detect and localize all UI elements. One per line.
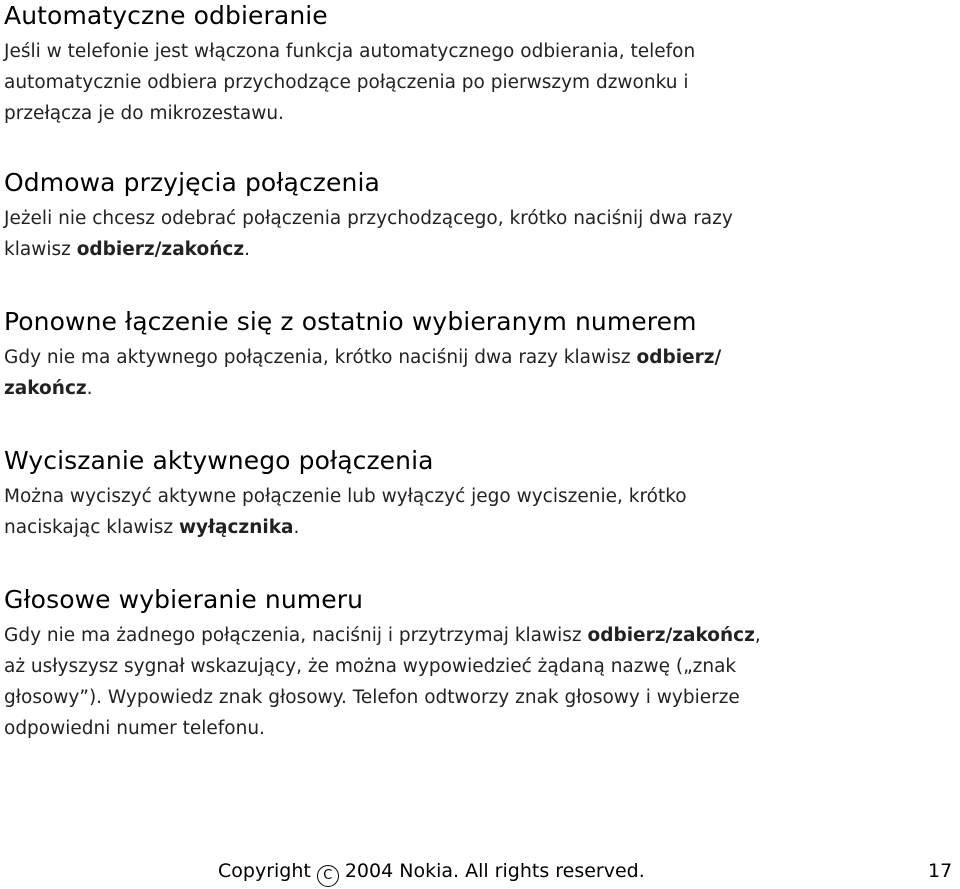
section-voice-dialing	[4, 584, 954, 744]
section-heading: Ponowne łączenie się z ostatnio wybieranym numerem	[4, 307, 697, 336]
key-name: odbierz/	[636, 347, 722, 368]
section-heading: Wyciszanie aktywnego połączenia	[4, 446, 434, 475]
body-text: Gdy nie ma żadnego połączenia, naciśnij i przytrzymaj klawisz	[4, 625, 588, 646]
key-name: odbierz/zakończ	[76, 239, 245, 260]
key-name: wyłącznika	[178, 517, 294, 538]
section-body	[4, 36, 954, 129]
key-name: odbierz/zakończ	[587, 625, 755, 646]
section-reject-call	[4, 167, 954, 265]
page-footer	[0, 856, 960, 886]
body-text: automatycznie odbiera przychodzące połączenia po pierwszym dzwonku i	[4, 72, 689, 93]
section-heading: Automatyczne odbieranie	[4, 1, 328, 30]
copyright-notice	[218, 856, 645, 887]
section-body	[4, 481, 954, 543]
copyright-text: 2004 Nokia. All rights reserved.	[344, 860, 645, 882]
body-text: aż usłyszysz sygnał wskazujący, że można wypowiedzieć żądaną nazwę („znak	[4, 656, 737, 677]
section-heading: Głosowe wybieranie numeru	[4, 585, 364, 614]
body-text: głosowy”). Wypowiedz znak głosowy. Telefon odtworzy znak głosowy i wybierze	[4, 687, 740, 708]
section-body	[4, 620, 954, 744]
section-heading: Odmowa przyjęcia połączenia	[4, 168, 380, 197]
body-text: naciskając klawisz	[4, 517, 179, 538]
copyright-prefix: Copyright	[218, 860, 311, 882]
body-text: odpowiedni numer telefonu.	[4, 718, 265, 739]
body-text: przełącza je do mikrozestawu.	[4, 103, 284, 124]
body-text: klawisz	[4, 239, 77, 260]
body-text: .	[86, 378, 93, 399]
section-mute-call	[4, 445, 954, 543]
body-text: .	[293, 517, 300, 538]
body-text: Gdy nie ma aktywnego połączenia, krótko naciśnij dwa razy klawisz	[4, 347, 637, 368]
section-body	[4, 203, 954, 265]
section-auto-answer	[4, 0, 954, 129]
body-text: Jeśli w telefonie jest włączona funkcja automatycznego odbierania, telefon	[4, 41, 696, 62]
key-name: zakończ	[4, 378, 87, 399]
page-number: 17	[928, 860, 953, 882]
section-body	[4, 342, 954, 404]
body-text: Można wyciszyć aktywne połączenie lub wyłączyć jego wyciszenie, krótko	[4, 486, 687, 507]
copyright-icon: C	[317, 865, 339, 887]
body-text: ,	[754, 625, 761, 646]
body-text: Jeżeli nie chcesz odebrać połączenia przychodzącego, krótko naciśnij dwa razy	[4, 208, 733, 229]
section-redial	[4, 306, 954, 404]
body-text: .	[244, 239, 250, 260]
